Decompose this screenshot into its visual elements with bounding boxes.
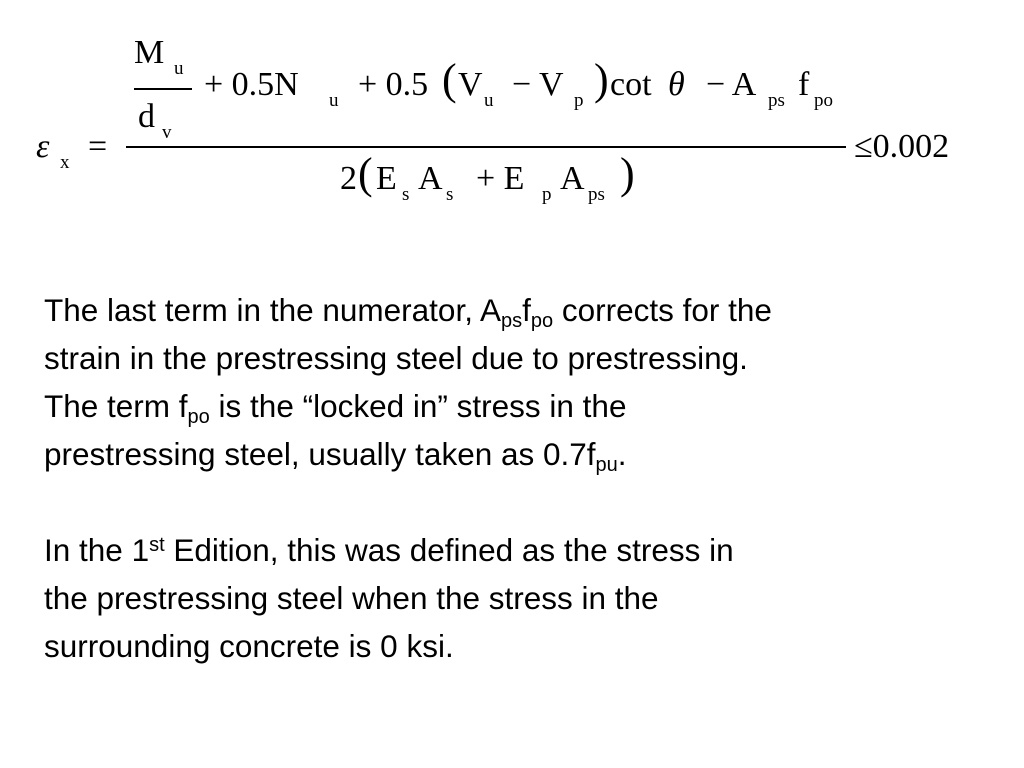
- axial-term-sub: u: [329, 90, 339, 111]
- shear-coefficient: + 0.5: [358, 66, 429, 103]
- main-fraction-bar: [126, 146, 846, 148]
- text-line: the prestressing steel when the stress in the: [44, 580, 659, 616]
- epsilon-symbol: ε: [36, 128, 50, 165]
- inner-fraction-bar: [134, 88, 192, 90]
- depth-d: d: [138, 98, 155, 135]
- cot-function: cot: [610, 66, 652, 103]
- moment-M-sub: u: [174, 58, 184, 79]
- prestress-shear-V: − V: [512, 66, 564, 103]
- text-fragment: .: [617, 436, 627, 472]
- strain-equation: [0, 0, 1024, 240]
- locked-in-stress-f: f: [798, 66, 810, 103]
- prestress-area-A: − A: [706, 66, 757, 103]
- text-fragment: prestressing steel, usually taken as 0.7f: [44, 436, 596, 472]
- steel-modulus-E: E: [376, 160, 397, 197]
- subscript: ps: [500, 310, 523, 332]
- explanation-text: [44, 286, 1004, 670]
- equals-sign: =: [88, 128, 108, 165]
- text-fragment: The term f: [44, 388, 188, 424]
- shear-V-sub: u: [484, 90, 494, 111]
- text-fragment: In the 1: [44, 532, 150, 568]
- text-line: [44, 286, 1004, 334]
- epsilon-subscript: x: [60, 152, 70, 173]
- steel-area-A-sub: s: [446, 184, 454, 205]
- prestress-shear-V-sub: p: [574, 90, 584, 111]
- strain-limit: ≤0.002: [854, 128, 950, 165]
- depth-d-sub: v: [162, 122, 172, 143]
- subscript: po: [530, 310, 554, 332]
- text-fragment: corrects for the: [553, 292, 772, 328]
- denominator-two: 2: [340, 160, 357, 197]
- paragraph-locked-in-stress: [44, 286, 1004, 478]
- shear-V: V: [458, 66, 483, 103]
- text-line: [44, 526, 1004, 574]
- superscript: st: [149, 534, 165, 556]
- denominator-right-paren: ): [620, 149, 635, 198]
- moment-M: M: [134, 34, 165, 71]
- locked-in-stress-f-sub: po: [814, 90, 833, 111]
- text-fragment: f: [522, 292, 531, 328]
- text-fragment: is the “locked in” stress in the: [209, 388, 627, 424]
- shear-right-paren: ): [594, 55, 609, 104]
- text-fragment: The last term in the numerator, A: [44, 292, 501, 328]
- prestress-steel-area-A-sub: ps: [588, 184, 605, 205]
- subscript: po: [187, 406, 210, 428]
- paragraph-first-edition: [44, 526, 1004, 670]
- denominator-left-paren: (: [358, 149, 373, 198]
- text-line: strain in the prestressing steel due to prestressing.: [44, 340, 748, 376]
- prestress-steel-area-A: A: [560, 160, 585, 197]
- shear-left-paren: (: [442, 55, 457, 104]
- text-line: surrounding concrete is 0 ksi.: [44, 628, 454, 664]
- prestress-modulus-E: + E: [476, 160, 525, 197]
- axial-term: + 0.5N: [204, 66, 299, 103]
- text-fragment: Edition, this was defined as the stress in: [164, 532, 734, 568]
- steel-area-A: A: [418, 160, 443, 197]
- steel-modulus-E-sub: s: [402, 184, 410, 205]
- text-line: [44, 382, 1004, 430]
- text-line: [44, 430, 1004, 478]
- prestress-modulus-E-sub: p: [542, 184, 552, 205]
- theta-symbol: θ: [668, 66, 685, 103]
- subscript: pu: [595, 454, 618, 476]
- prestress-area-A-sub: ps: [768, 90, 785, 111]
